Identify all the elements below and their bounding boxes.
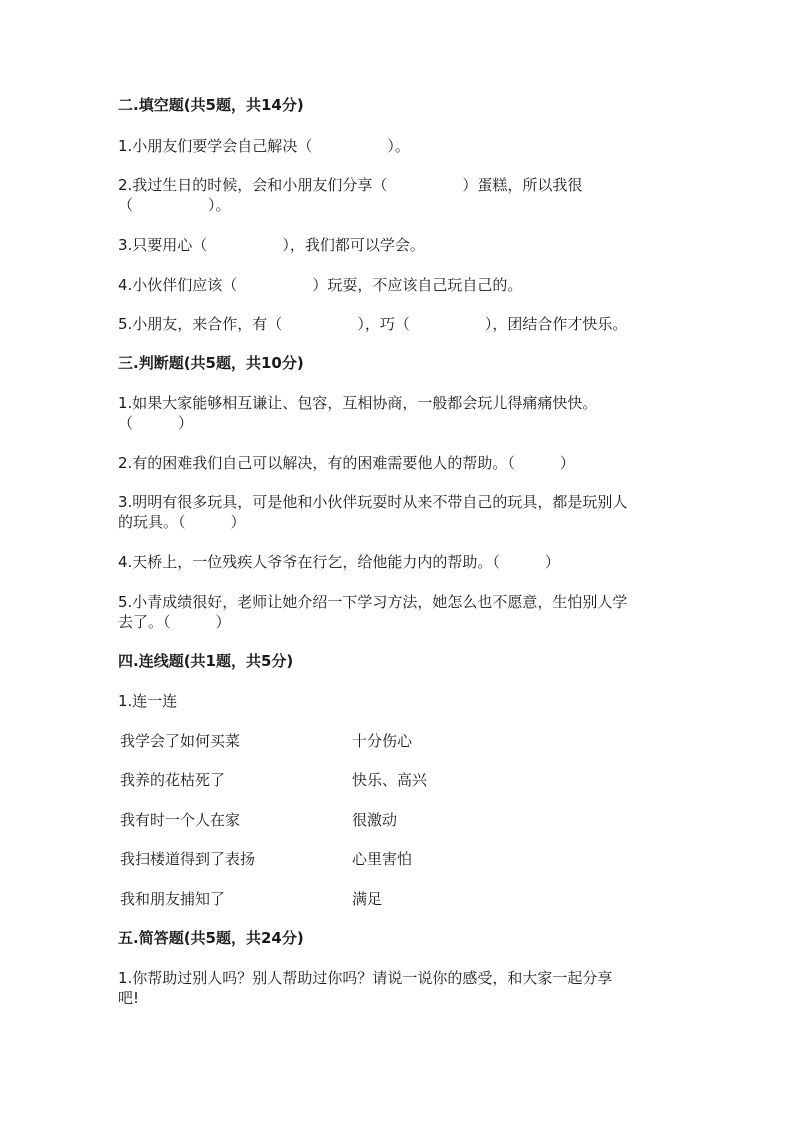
section-fill-blank-title: 二.填空题(共5题，共14分) [118,96,304,114]
matching-prompt: 1.连一连 [118,692,178,710]
true-false-q1-cont: （ ） [118,414,194,432]
matching-left-item: 我养的花枯死了 [120,771,226,789]
matching-left-item: 我有时一个人在家 [120,811,241,829]
fill-blank-q5: 5.小朋友，来合作，有（ ），巧（ ），团结合作才快乐。 [118,315,628,333]
matching-right-item: 满足 [352,890,383,908]
matching-right-item: 快乐、高兴 [352,771,428,789]
short-answer-q1-cont: 吧! [118,989,140,1007]
section-true-false-title: 三.判断题(共5题，共10分) [118,354,304,372]
fill-blank-q2-cont: （ ）。 [118,196,231,214]
section-matching-title: 四.连线题(共1题，共5分) [118,652,294,670]
true-false-q2: 2.有的困难我们自己可以解决，有的困难需要他人的帮助。（ ） [118,454,575,472]
true-false-q1: 1.如果大家能够相互谦让、包容，互相协商，一般都会玩儿得痛痛快快。 [118,394,598,412]
matching-right-item: 十分伤心 [352,732,413,750]
fill-blank-q2: 2.我过生日的时候，会和小朋友们分享（ ）蛋糕，所以我很 [118,176,583,194]
fill-blank-q1: 1.小朋友们要学会自己解决（ ）。 [118,137,410,155]
fill-blank-q4: 4.小伙伴们应该（ ）玩耍，不应该自己玩自己的。 [118,276,523,294]
true-false-q3: 3.明明有很多玩具，可是他和小伙伴玩耍时从来不带自己的玩具，都是玩别人 [118,493,628,511]
true-false-q5: 5.小青成绩很好，老师让她介绍一下学习方法，她怎么也不愿意，生怕别人学 [118,593,628,611]
matching-left-item: 我扫楼道得到了表扬 [120,850,256,868]
matching-right-item: 很激动 [352,811,398,829]
section-short-answer-title: 五.简答题(共5题，共24分) [118,929,304,947]
true-false-q3-cont: 的玩具。（ ） [118,513,246,531]
matching-left-item: 我和朋友捕知了 [120,890,226,908]
fill-blank-q3: 3.只要用心（ ），我们都可以学会。 [118,236,425,254]
matching-right-item: 心里害怕 [352,850,413,868]
true-false-q4: 4.天桥上，一位残疾人爷爷在行乞，给他能力内的帮助。（ ） [118,553,560,571]
short-answer-q1: 1.你帮助过别人吗？别人帮助过你吗？请说一说你的感受，和大家一起分享 [118,969,613,987]
true-false-q5-cont: 去了。（ ） [118,613,231,631]
matching-left-item: 我学会了如何买菜 [120,732,241,750]
